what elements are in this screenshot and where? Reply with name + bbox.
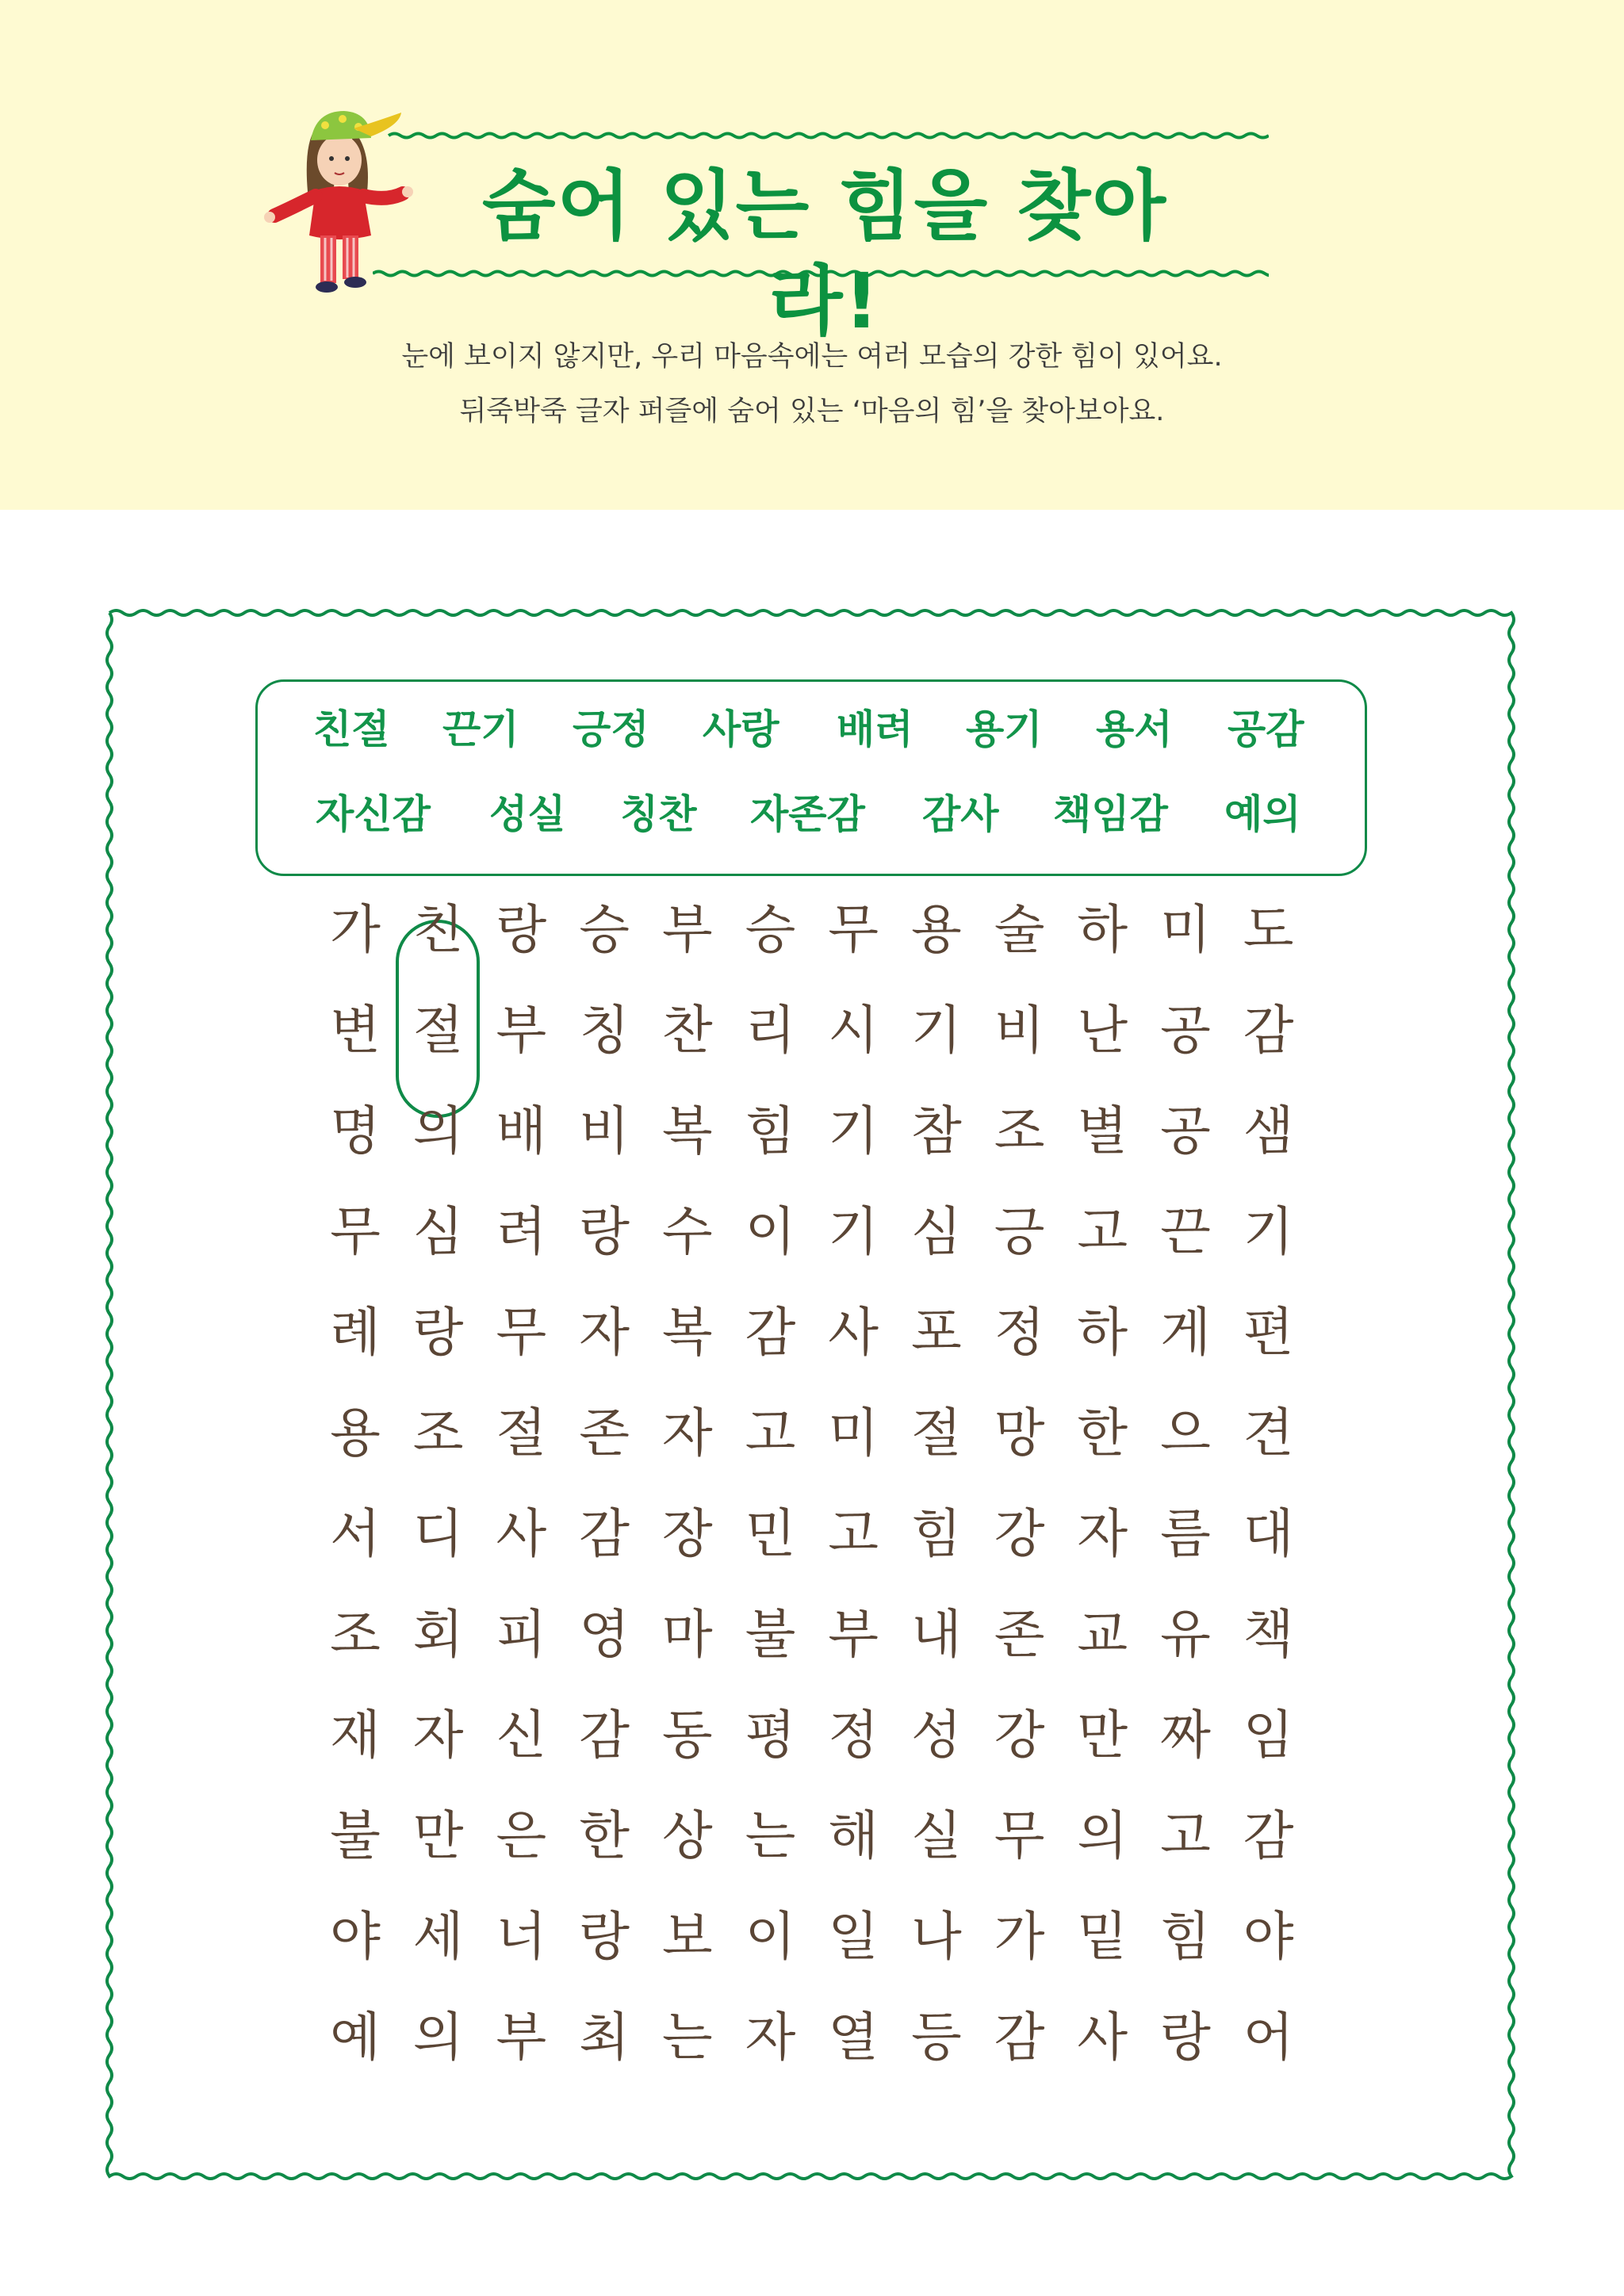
grid-letter[interactable]: 포: [911, 1302, 962, 1363]
grid-letter[interactable]: 편: [1243, 1302, 1294, 1363]
grid-letter[interactable]: 밑: [1077, 1906, 1128, 1967]
grid-letter[interactable]: 미: [828, 1402, 879, 1464]
grid-letter[interactable]: 배: [496, 1100, 547, 1161]
grid-letter[interactable]: 공: [1160, 1000, 1211, 1061]
grid-letter[interactable]: 하: [1077, 899, 1128, 960]
word-bank-item: 책임감: [1053, 791, 1168, 837]
grid-letter[interactable]: 절: [412, 1000, 464, 1061]
grid-letter[interactable]: 도: [1243, 899, 1294, 960]
grid-letter[interactable]: 참: [911, 1100, 962, 1161]
grid-letter[interactable]: 의: [412, 1100, 464, 1161]
grid-letter[interactable]: 동: [661, 1705, 713, 1766]
word-bank-item: 배려: [837, 706, 914, 752]
grid-letter[interactable]: 승: [745, 899, 796, 960]
grid-letter[interactable]: 별: [1077, 1100, 1128, 1161]
grid-letter[interactable]: 랑: [1160, 2007, 1211, 2068]
grid-letter[interactable]: 최: [579, 2007, 630, 2068]
grid-letter[interactable]: 는: [745, 1805, 796, 1866]
grid-letter[interactable]: 고: [1077, 1201, 1128, 1262]
grid-letter[interactable]: 상: [661, 1805, 713, 1866]
grid-letter[interactable]: 불: [330, 1805, 381, 1866]
grid-letter[interactable]: 피: [496, 1604, 547, 1665]
grid-letter[interactable]: 난: [1077, 1000, 1128, 1061]
grid-letter[interactable]: 야: [330, 1906, 381, 1967]
grid-letter[interactable]: 칭: [579, 1000, 630, 1061]
grid-letter[interactable]: 명: [330, 1100, 381, 1161]
grid-letter[interactable]: 예: [330, 2007, 381, 2068]
intro-text-line-2: 뒤죽박죽 글자 퍼즐에 숨어 있는 ‘마음의 힘’을 찾아보아요.: [459, 396, 1165, 427]
word-bank-item: 사랑: [703, 706, 779, 752]
grid-letter[interactable]: 미: [1160, 899, 1211, 960]
grid-letter[interactable]: 해: [828, 1805, 879, 1866]
grid-letter[interactable]: 부: [496, 2007, 547, 2068]
grid-letter[interactable]: 복: [661, 1100, 713, 1161]
grid-letter[interactable]: 자: [745, 2007, 796, 2068]
grid-letter[interactable]: 마: [661, 1604, 713, 1665]
grid-letter[interactable]: 은: [496, 1805, 547, 1866]
word-bank-item: 공감: [1228, 706, 1304, 752]
grid-letter[interactable]: 민: [745, 1503, 796, 1564]
grid-letter[interactable]: 감: [579, 1503, 630, 1564]
grid-letter[interactable]: 만: [1077, 1705, 1128, 1766]
grid-letter[interactable]: 사: [1077, 2007, 1128, 2068]
grid-letter[interactable]: 나: [911, 1906, 962, 1967]
grid-letter[interactable]: 자: [1077, 1503, 1128, 1564]
grid-letter[interactable]: 부: [661, 899, 713, 960]
grid-letter[interactable]: 용: [911, 899, 962, 960]
grid-letter[interactable]: 어: [1243, 2007, 1294, 2068]
grid-letter[interactable]: 만: [412, 1805, 464, 1866]
grid-letter[interactable]: 임: [1243, 1705, 1294, 1766]
grid-letter[interactable]: 존: [579, 1402, 630, 1464]
grid-letter[interactable]: 존: [994, 1604, 1045, 1665]
grid-letter[interactable]: 등: [911, 2007, 962, 2068]
grid-letter[interactable]: 세: [412, 1906, 464, 1967]
grid-letter[interactable]: 복: [661, 1302, 713, 1363]
word-bank-item: 용기: [966, 706, 1043, 752]
grid-letter[interactable]: 내: [911, 1604, 962, 1665]
grid-letter[interactable]: 힘: [911, 1503, 962, 1564]
grid-letter[interactable]: 용: [330, 1402, 381, 1464]
grid-letter[interactable]: 망: [994, 1402, 1045, 1464]
word-bank-item: 끈기: [442, 706, 519, 752]
grid-letter[interactable]: 한: [1077, 1402, 1128, 1464]
grid-letter[interactable]: 기: [828, 1100, 879, 1161]
grid-letter[interactable]: 기: [911, 1000, 962, 1061]
grid-letter[interactable]: 조: [412, 1402, 464, 1464]
grid-letter[interactable]: 감: [745, 1302, 796, 1363]
wavy-line-top: [389, 134, 1269, 138]
grid-letter[interactable]: 랑: [579, 1201, 630, 1262]
grid-letter[interactable]: 영: [579, 1604, 630, 1665]
grid-letter[interactable]: 한: [579, 1805, 630, 1866]
grid-letter[interactable]: 가: [994, 1906, 1045, 1967]
grid-letter[interactable]: 신: [496, 1705, 547, 1766]
grid-letter[interactable]: 절: [911, 1402, 962, 1464]
page-title: 숨어 있는 힘을 찾아라!: [481, 162, 1168, 346]
grid-letter[interactable]: 힘: [1160, 1906, 1211, 1967]
grid-letter[interactable]: 사: [496, 1503, 547, 1564]
grid-letter[interactable]: 강: [994, 1503, 1045, 1564]
grid-letter[interactable]: 공: [1160, 1100, 1211, 1161]
word-bank-item: 감사: [922, 791, 999, 837]
grid-letter[interactable]: 찬: [661, 1000, 713, 1061]
grid-letter[interactable]: 기: [828, 1201, 879, 1262]
grid-letter[interactable]: 무: [496, 1302, 547, 1363]
word-bank-item: 긍정: [573, 706, 649, 752]
grid-letter[interactable]: 심: [412, 1201, 464, 1262]
grid-letter[interactable]: 하: [1077, 1302, 1128, 1363]
grid-letter[interactable]: 평: [745, 1705, 796, 1766]
grid-letter[interactable]: 변: [330, 1000, 381, 1061]
grid-letter[interactable]: 감: [994, 2007, 1045, 2068]
grid-letter[interactable]: 자: [412, 1705, 464, 1766]
word-bank-box: [255, 679, 1367, 876]
word-bank-item: 용서: [1096, 706, 1173, 752]
grid-letter[interactable]: 긍: [994, 1201, 1045, 1262]
grid-letter[interactable]: 승: [579, 899, 630, 960]
grid-letter[interactable]: 조: [330, 1604, 381, 1665]
grid-letter[interactable]: 의: [1077, 1805, 1128, 1866]
grid-letter[interactable]: 보: [661, 1906, 713, 1967]
grid-letter[interactable]: 정: [994, 1302, 1045, 1363]
grid-letter[interactable]: 심: [911, 1201, 962, 1262]
grid-letter[interactable]: 고: [745, 1402, 796, 1464]
grid-letter[interactable]: 일: [828, 1906, 879, 1967]
grid-letter[interactable]: 회: [412, 1604, 464, 1665]
grid-letter[interactable]: 랑: [496, 899, 547, 960]
grid-letter[interactable]: 강: [994, 1705, 1045, 1766]
grid-letter[interactable]: 서: [330, 1503, 381, 1564]
grid-letter[interactable]: 례: [330, 1302, 381, 1363]
grid-letter[interactable]: 부: [496, 1000, 547, 1061]
grid-letter[interactable]: 불: [745, 1604, 796, 1665]
grid-letter[interactable]: 이: [745, 1201, 796, 1262]
word-bank-item: 친절: [313, 706, 390, 752]
grid-letter[interactable]: 랑: [412, 1302, 464, 1363]
grid-letter[interactable]: 사: [828, 1302, 879, 1363]
grid-letter[interactable]: 수: [661, 1201, 713, 1262]
grid-letter[interactable]: 교: [1077, 1604, 1128, 1665]
grid-letter[interactable]: 짜: [1160, 1705, 1211, 1766]
grid-letter[interactable]: 절: [496, 1402, 547, 1464]
grid-letter[interactable]: 랑: [579, 1906, 630, 1967]
grid-letter[interactable]: 실: [911, 1805, 962, 1866]
grid-letter[interactable]: 끈: [1160, 1201, 1211, 1262]
grid-letter[interactable]: 유: [1160, 1604, 1211, 1665]
grid-letter[interactable]: 술: [994, 899, 1045, 960]
grid-letter[interactable]: 조: [994, 1100, 1045, 1161]
grid-letter[interactable]: 의: [412, 2007, 464, 2068]
grid-letter[interactable]: 려: [496, 1201, 547, 1262]
grid-letter[interactable]: 자: [579, 1302, 630, 1363]
grid-letter[interactable]: 책: [1243, 1604, 1294, 1665]
grid-letter[interactable]: 야: [1243, 1906, 1294, 1967]
grid-letter[interactable]: 재: [330, 1705, 381, 1766]
grid-letter[interactable]: 성: [911, 1705, 962, 1766]
grid-letter[interactable]: 기: [1243, 1201, 1294, 1262]
grid-letter[interactable]: 너: [496, 1906, 547, 1967]
grid-letter[interactable]: 부: [828, 1604, 879, 1665]
grid-letter[interactable]: 으: [1160, 1402, 1211, 1464]
grid-letter[interactable]: 게: [1160, 1302, 1211, 1363]
grid-letter[interactable]: 는: [661, 2007, 713, 2068]
grid-letter[interactable]: 무: [828, 899, 879, 960]
grid-letter[interactable]: 친: [412, 899, 464, 960]
grid-letter[interactable]: 샘: [1243, 1100, 1294, 1161]
word-bank-item: 성실: [489, 791, 566, 837]
word-bank-item: 예의: [1224, 791, 1301, 837]
grid-letter[interactable]: 시: [828, 1000, 879, 1061]
grid-letter[interactable]: 감: [579, 1705, 630, 1766]
grid-letter[interactable]: 견: [1243, 1402, 1294, 1464]
grid-letter[interactable]: 비: [579, 1100, 630, 1161]
grid-letter[interactable]: 자: [661, 1402, 713, 1464]
grid-letter[interactable]: 감: [1243, 1805, 1294, 1866]
grid-letter[interactable]: 대: [1243, 1503, 1294, 1564]
word-bank-item: 칭찬: [620, 791, 697, 837]
grid-letter[interactable]: 무: [330, 1201, 381, 1262]
grid-letter[interactable]: 열: [828, 2007, 879, 2068]
grid-letter[interactable]: 장: [661, 1503, 713, 1564]
grid-letter[interactable]: 무: [994, 1805, 1045, 1866]
grid-letter[interactable]: 디: [412, 1503, 464, 1564]
grid-letter[interactable]: 감: [1243, 1000, 1294, 1061]
grid-letter[interactable]: 고: [828, 1503, 879, 1564]
grid-letter[interactable]: 가: [330, 899, 381, 960]
grid-letter[interactable]: 리: [745, 1000, 796, 1061]
grid-letter[interactable]: 정: [828, 1705, 879, 1766]
grid-letter[interactable]: 고: [1160, 1805, 1211, 1866]
grid-letter[interactable]: 힘: [745, 1100, 796, 1161]
intro-text-line-1: 눈에 보이지 않지만, 우리 마음속에는 여러 모습의 강한 힘이 있어요.: [401, 341, 1223, 373]
grid-letter[interactable]: 이: [745, 1906, 796, 1967]
word-bank-item: 자신감: [316, 791, 431, 837]
word-bank-item: 자존감: [750, 791, 865, 837]
grid-letter[interactable]: 비: [994, 1000, 1045, 1061]
grid-letter[interactable]: 름: [1160, 1503, 1211, 1564]
